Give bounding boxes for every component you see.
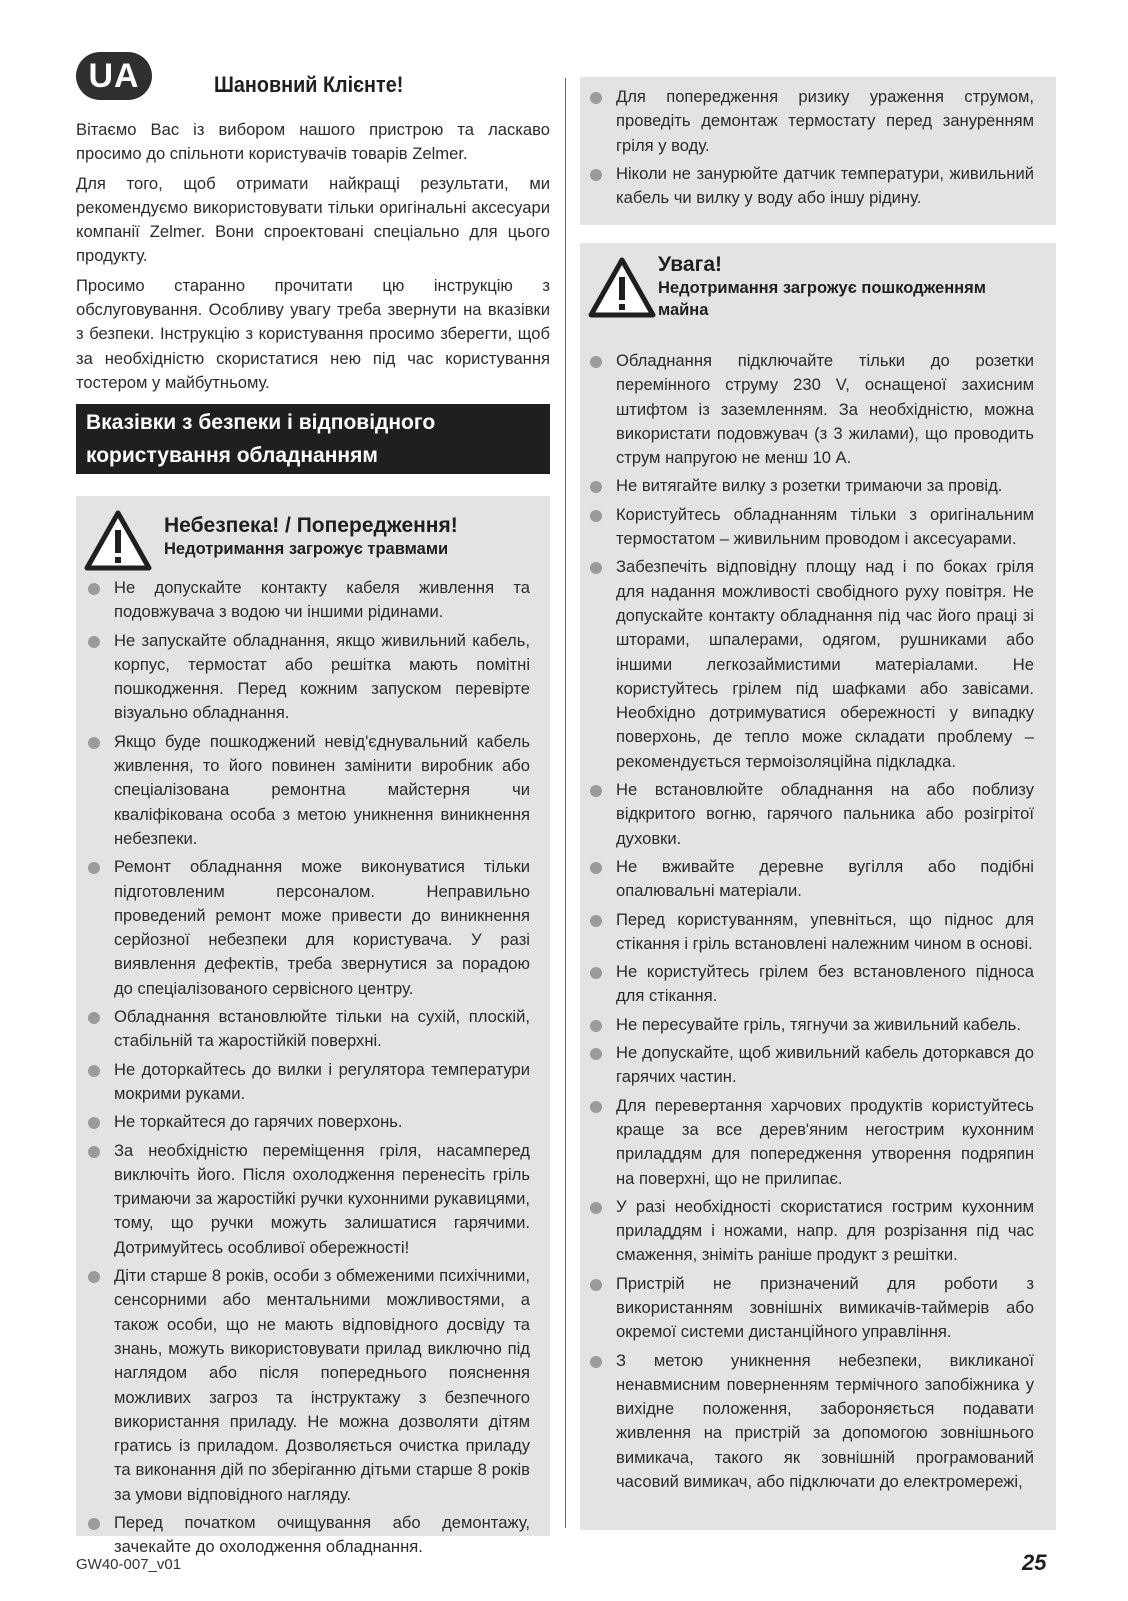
list-item-text: Обладнання підключайте тільки до розетки перемінного струму 230 V, оснащеної захисним штифтом із заземленням. За необхідністю, можна використати подовжувач (з 3 жилами), що проводить струм напругою не менш 10 A. [616, 351, 1034, 468]
list-item-text: Не торкайтеся до гарячих поверхонь. [114, 1112, 403, 1132]
bullet-icon [590, 169, 602, 181]
caution-list [586, 349, 1034, 1498]
danger-subtitle: Недотримання загрожує травмами [164, 540, 449, 558]
bullet-icon [590, 1020, 602, 1032]
bullet-icon [88, 1271, 100, 1283]
greeting-heading: Шановний Клієнте! [214, 72, 404, 97]
list-item-text: Діти старше 8 років, особи з обмеженими психічними, сенсорними або ментальними можливостями, а також особи, що не мають відповідного досвіду та знань, можуть використовувати прилад виключно під наглядом або після попереднього пояснення можливих загроз та інструктажу з безпечного використання приладу. Не можна дозволяти дітям гратись із приладом. Дозволяється очистка приладу та виконання дій по зберіганню дітьми старше 8 років за умови відповідного нагляду. [114, 1266, 530, 1504]
list-item [586, 778, 1034, 851]
list-item [84, 855, 530, 1001]
list-item [586, 555, 1034, 774]
list-item [586, 85, 1034, 158]
bullet-icon [590, 481, 602, 493]
list-item-text: У разі необхідності скористатися гострим кухонним приладдям і ножами, напр. для розрізання під час смаження, зніміть раніше продукт з решітки. [616, 1196, 1034, 1265]
list-item [586, 474, 1034, 498]
bullet-icon [590, 1279, 602, 1291]
list-item [586, 162, 1034, 211]
intro-text [76, 118, 550, 400]
list-item-text: Не вживайте деревне вугілля або подібні опалювальні матеріали. [616, 856, 1034, 901]
page-number: 25 [1022, 1550, 1047, 1575]
list-item [586, 503, 1034, 552]
list-item-text: Не допускайте контакту кабеля живлення та подовжувача з водою чи іншими рідинами. [114, 578, 530, 622]
bullet-icon [88, 636, 100, 648]
list-item [586, 1272, 1034, 1345]
list-item-text: Перед початком очищування або демонтажу, зачекайте до охолодження обладнання. [114, 1512, 530, 1557]
list-item [84, 576, 530, 625]
section-title-line: Вказівки з безпеки і відповідного [86, 411, 436, 434]
list-item-text: За необхідністю переміщення гріля, насамперед виключіть його. Після охолодження перенесіть гріль тримаючи за жаростійкі ручки кухонними рукавицями, тому, що ручки можуть залишатися гарячими. Дотримуйтесь особливої обережності! [114, 1140, 530, 1257]
list-item-text: Не пересувайте гріль, тягнучи за живильний кабель. [616, 1014, 1021, 1034]
warning-triangle-icon [84, 510, 152, 572]
bullet-icon [590, 510, 602, 522]
bullet-icon [88, 1012, 100, 1024]
list-item [586, 908, 1034, 957]
list-item [84, 1139, 530, 1260]
bullet-icon [88, 1518, 100, 1530]
intro-paragraph: Для того, щоб отримати найкращі результати, ми рекомендуємо використовувати тільки оригінальні аксесуари компанії Zelmer. Вони спроектовані спеціально для цього продукту. [76, 173, 550, 266]
list-item [586, 855, 1034, 904]
list-item-text: Перед користуванням, упевніться, що піднос для стікання і гріль встановлені належним чином в основі. [616, 909, 1034, 953]
continued-danger-panel [580, 77, 1056, 225]
list-item [84, 1264, 530, 1507]
intro-paragraph: Вітаємо Вас із вибором нашого пристрою та ласкаво просимо до спільноти користувачів товарів Zelmer. [76, 120, 550, 164]
danger-list [84, 576, 530, 1564]
list-item [586, 1013, 1034, 1037]
language-badge: UA [76, 52, 152, 100]
bullet-icon [590, 785, 602, 797]
bullet-icon [590, 967, 602, 979]
list-item-text: Не допускайте, щоб живильний кабель доторкався до гарячих частин. [616, 1043, 1034, 1087]
bullet-icon [88, 1117, 100, 1129]
bullet-icon [88, 737, 100, 749]
warning-triangle-icon [588, 257, 656, 319]
list-item-text: Ніколи не занурюйте датчик температури, живильний кабель чи вилку у воду або іншу рідину. [616, 163, 1034, 208]
list-item [84, 1058, 530, 1107]
bullet-icon [88, 583, 100, 595]
list-item [586, 349, 1034, 470]
list-item [586, 1195, 1034, 1268]
list-item-text: Не витягайте вилку з розетки тримаючи за провід. [616, 476, 1003, 496]
caution-panel [580, 243, 1056, 1530]
bullet-icon [590, 915, 602, 927]
section-title [76, 404, 550, 474]
list-item [84, 629, 530, 726]
continued-danger-list [586, 85, 1034, 214]
danger-panel [76, 496, 550, 1557]
list-item-text: Забезпечіть відповідну площу над і по боках гріля для надання можливості свобідного руху повітря. Не допускайте контакту обладнання під час його праці зі шторами, шпалерами, одягом, рушниками або іншими легкозаймистими матеріалами. Не користуйтесь грілем під шафками або завісами. Необхідно дотримуватися обережності у випадку поверхонь, де тепло може складати проблему – рекомендується термоізоляційна підкладка. [616, 557, 1034, 771]
bullet-icon [590, 356, 602, 368]
list-item-text: З метою уникнення небезпеки, викликаної ненавмисним поверненням термічного запобіжника у вихідне положення, забороняється подавати живлення на пристрій за допомогою зовнішнього вимикача, такого як зовнішній програмований часовий вимикач, або підключати до електромережі, [616, 1350, 1034, 1492]
document-code: GW40-007_v01 [76, 1556, 182, 1573]
list-item [586, 1094, 1034, 1191]
list-item-text: Якщо буде пошкоджений невід'єднувальний кабель живлення, то його повинен замінити виробник або спеціалізована ремонтна майстерня чи кваліфікована особа з метою уникнення виникнення небезпеки. [114, 731, 530, 848]
bullet-icon [590, 562, 602, 574]
bullet-icon [88, 1065, 100, 1077]
list-item [586, 1041, 1034, 1090]
list-item [586, 960, 1034, 1009]
list-item-text: Не доторкайтесь до вилки і регулятора температури мокрими руками. [114, 1059, 530, 1103]
bullet-icon [590, 862, 602, 874]
bullet-icon [590, 1101, 602, 1113]
list-item-text: Для попередження ризику ураження струмом, проведіть демонтаж термостату перед зануренням гріля у воду. [616, 87, 1034, 155]
list-item [84, 1511, 530, 1560]
list-item [84, 1005, 530, 1054]
bullet-icon [88, 1146, 100, 1158]
caution-subtitle: Недотримання загрожує пошкодженням майна [658, 279, 986, 319]
bullet-icon [88, 862, 100, 874]
list-item-text: Пристрій не призначений для роботи з використанням зовнішніх вимикачів-таймерів або окремої системи дистанційного управління. [616, 1273, 1034, 1342]
list-item-text: Для перевертання харчових продуктів користуйтесь краще за все дерев'яним негострим кухонним приладдям для попередження утворення подряпин на поверхні, що не прилипає. [616, 1095, 1034, 1188]
list-item-text: Користуйтесь обладнанням тільки з оригінальним термостатом – живильним проводом і аксесуарами. [616, 504, 1034, 549]
bullet-icon [590, 92, 602, 104]
caution-title: Увага! [658, 253, 722, 276]
bullet-icon [590, 1356, 602, 1368]
list-item [586, 1349, 1034, 1495]
list-item-text: Обладнання встановлюйте тільки на сухій, плоскій, стабільній та жаростійкій поверхні. [114, 1007, 530, 1051]
intro-paragraph: Просимо старанно прочитати цю інструкцію з обслуговування. Особливу увагу треба звернути на вказівки з безпеки. Інструкцію з користування просимо зберегти, щоб за необхідністю скористатися нею під час користування тостером у майбутньому. [76, 275, 550, 392]
column-divider [565, 78, 566, 1528]
bullet-icon [590, 1048, 602, 1060]
danger-title: Небезпека! / Попередження! [164, 514, 458, 537]
bullet-icon [590, 1202, 602, 1214]
section-title-line: користування обладнанням [86, 444, 378, 467]
list-item-text: Не запускайте обладнання, якщо живильний кабель, корпус, термостат або решітка мають помітні пошкодження. Перед кожним запуском перевірте візуально обладнання. [114, 630, 530, 723]
list-item-text: Не встановлюйте обладнання на або поблизу відкритого вогню, гарячого пальника або розігрітої духовки. [616, 780, 1034, 848]
list-item [84, 1110, 530, 1134]
list-item-text: Ремонт обладнання може виконуватися тільки підготовленим персоналом. Неправильно проведений ремонт може привести до виникнення серйозної небезпеки для користувача. У разі виявлення дефектів, треба звернутися за порадою до спеціалізованого сервісного центру. [114, 857, 530, 998]
list-item [84, 730, 530, 851]
list-item-text: Не користуйтесь грілем без встановленого підноса для стікання. [616, 962, 1034, 1006]
